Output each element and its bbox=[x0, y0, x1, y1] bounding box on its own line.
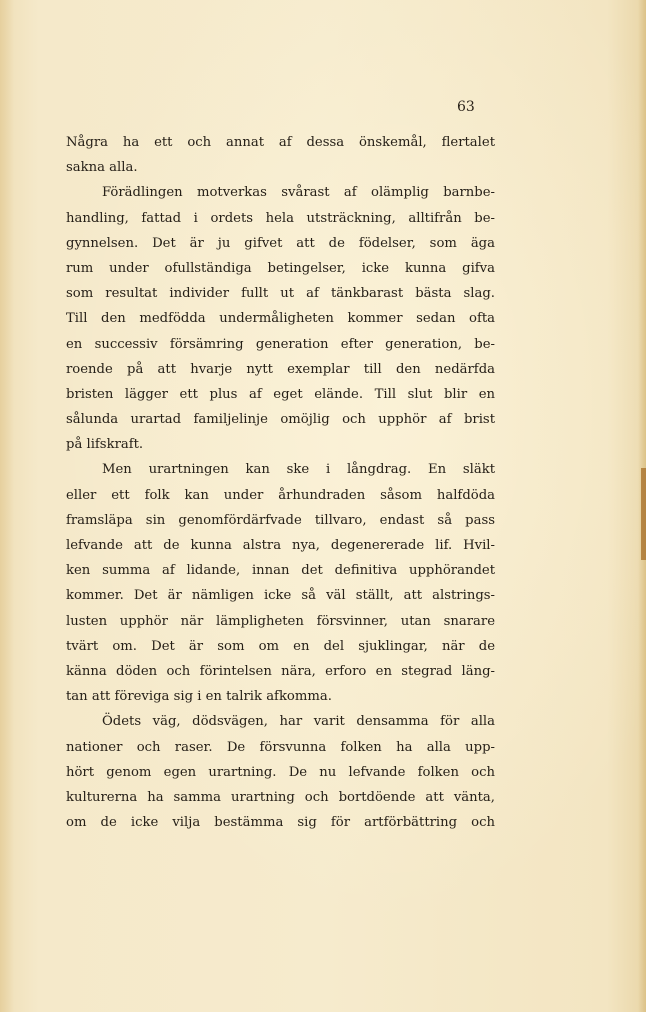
text-line: lefvande att de kunna alstra nya, degenererade lif. Hvil- bbox=[66, 538, 495, 553]
page-left-shadow bbox=[0, 0, 14, 1012]
text-line: en successiv försämring generation efter generation, be- bbox=[66, 336, 495, 352]
text-line: hört genom egen urartning. De nu lefvande folken och bbox=[66, 764, 495, 780]
text-line: roende på att hvarje nytt exemplar till den nedärfda bbox=[66, 361, 495, 377]
text-line: kommer. Det är nämligen icke så väl ställt, att alstrings- bbox=[66, 588, 495, 604]
text-line: Ödets väg, dödsvägen, har varit densamma för alla bbox=[102, 714, 495, 730]
body-text bbox=[66, 130, 495, 835]
text-line: Till den medfödda undermåligheten kommer sedan ofta bbox=[66, 311, 495, 327]
text-line: sålunda urartad familjelinje omöjlig och upphör af brist bbox=[66, 412, 495, 428]
text-line: Några ha ett och annat af dessa önskemål, flertalet bbox=[66, 135, 495, 150]
text-line: tan att föreviga sig i en talrik afkomma. bbox=[66, 689, 332, 705]
text-line: handling, fattad i ordets hela utsträckning, alltifrån be- bbox=[66, 210, 495, 226]
text-line: framsläpa sin genomfördärfvade tillvaro, endast så pass bbox=[66, 512, 495, 528]
text-line: kulturerna ha samma urartning och bortdöende att vänta, bbox=[66, 789, 495, 805]
paper-stain bbox=[641, 468, 646, 560]
text-line: nationer och raser. De försvunna folken ha alla upp- bbox=[66, 739, 495, 755]
text-line: gynnelsen. Det är ju gifvet att de födelser, som äga bbox=[66, 235, 495, 251]
text-line: om de icke vilja bestämma sig för artförbättring och bbox=[66, 815, 495, 831]
text-line: Förädlingen motverkas svårast af olämplig barnbe- bbox=[102, 185, 495, 201]
page-number: 63 bbox=[457, 99, 475, 115]
text-line: Men urartningen kan ske i långdrag. En släkt bbox=[102, 462, 495, 478]
text-line: sakna alla. bbox=[66, 160, 138, 176]
text-line: som resultat individer fullt ut af tänkbarast bästa slag. bbox=[66, 286, 495, 302]
text-line: känna döden och förintelsen nära, erforo en stegrad läng- bbox=[66, 663, 495, 679]
text-line: tvärt om. Det är som om en del sjuklingar, när de bbox=[66, 638, 495, 654]
text-line: på lifskraft. bbox=[66, 437, 144, 453]
text-line: rum under ofullständiga betingelser, icke kunna gifva bbox=[66, 260, 495, 276]
text-line: lusten upphör när lämpligheten försvinner, utan snarare bbox=[66, 613, 495, 629]
text-line: bristen lägger ett plus af eget elände. Till slut blir en bbox=[66, 386, 495, 402]
text-line: ken summa af lidande, innan det definitiva upphörandet bbox=[66, 563, 495, 579]
text-line: eller ett folk kan under århundraden såsom halfdöda bbox=[66, 487, 495, 503]
